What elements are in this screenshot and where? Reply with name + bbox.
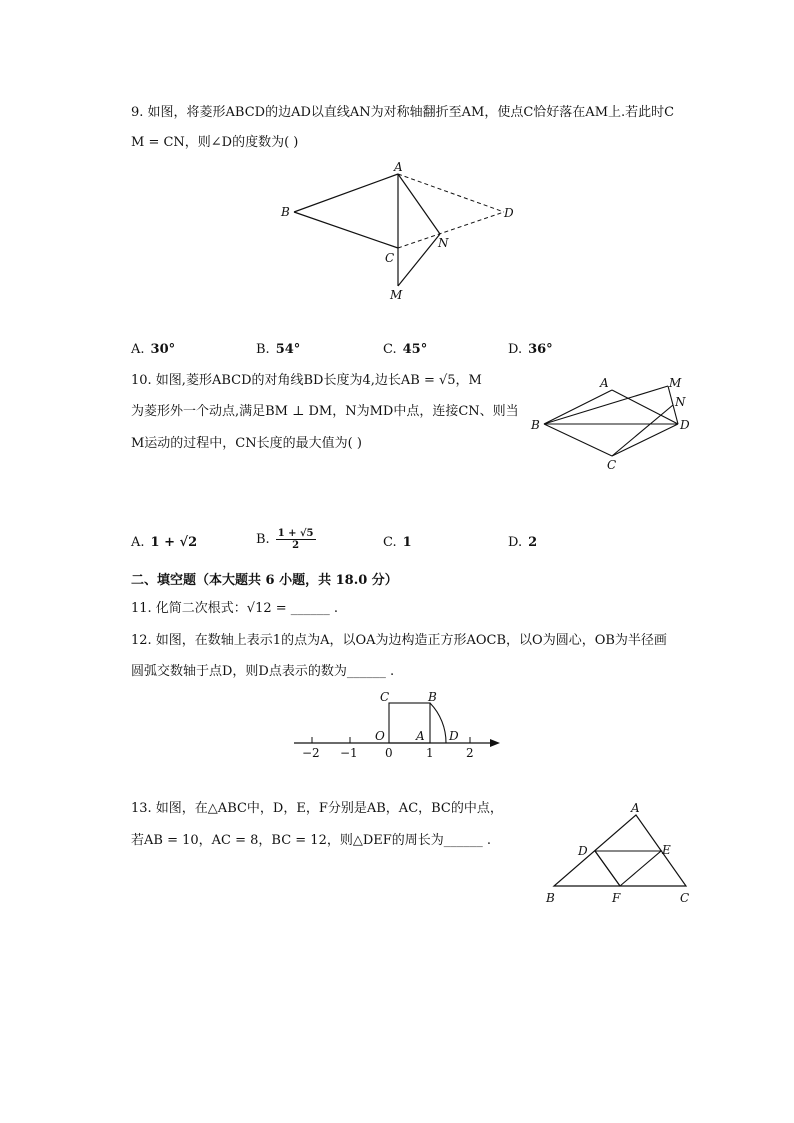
q12-tick-label: −1: [340, 746, 358, 760]
q10-label-c: C: [607, 458, 617, 472]
q9-option-c: C. 45°: [383, 342, 428, 357]
q10-option-b: B. $\frac{1 + √5}{2}$: [256, 528, 314, 551]
q9-edge-ad: [398, 174, 504, 212]
q13-edge-df: [595, 851, 620, 886]
q13-label-e: E: [662, 843, 671, 857]
q10-edge-ad: [612, 390, 678, 424]
section-heading-fill-in: 二、填空题（本大题共 6 小题，共 18.0 分）: [131, 573, 398, 588]
q12-number-line-figure: [290, 686, 505, 764]
q9-option-b: B. 54°: [256, 342, 301, 357]
q13-label-d: D: [578, 844, 588, 858]
q9-edge-cd: [398, 212, 504, 248]
q13-triangle-def: [595, 851, 661, 886]
q10-text-line3: M运动的过程中，CN长度的最大值为( ): [131, 436, 362, 451]
q12-label-a: A: [416, 729, 425, 743]
q10-text-line1: 10. 如图,菱形ABCD的对角线BD长度为4,边长AB = √5，M: [131, 373, 482, 388]
q9-label-b: B: [281, 205, 290, 219]
q9-label-a: A: [394, 160, 403, 174]
q11-text: 11. 化简二次根式：√12 = ______ .: [131, 601, 339, 616]
q12-axis-arrowhead: [490, 739, 500, 747]
q10-rhombus-figure: [526, 372, 696, 477]
q10-edge-ba: [544, 390, 612, 424]
q12-text-line1: 12. 如图，在数轴上表示1的点为A，以OA为边构造正方形AOCB，以O为圆心，OB为半径画: [131, 633, 667, 648]
q10-option-d: D. 2: [508, 535, 538, 550]
q13-label-a: A: [631, 801, 640, 815]
q9-label-n: N: [438, 236, 449, 250]
q10-option-c: C. 1: [383, 535, 412, 550]
q9-label-c: C: [385, 251, 395, 265]
q10-label-m: M: [669, 376, 682, 390]
q9-edge-ab: [294, 174, 398, 212]
q9-rhombus-figure: [270, 158, 530, 308]
q10-option-b-fraction: $\frac{1 + √5}{2}$: [277, 528, 314, 551]
q13-label-f: F: [612, 891, 621, 905]
q10-label-d: D: [680, 418, 690, 432]
q9-label-m: M: [390, 288, 403, 302]
q13-text-line1: 13. 如图，在△ABC中，D，E，F分别是AB，AC，BC的中点，: [131, 801, 503, 816]
q12-tick-label: 2: [466, 746, 474, 760]
q12-label-d: D: [449, 729, 459, 743]
q12-tick-label: −2: [302, 746, 320, 760]
q10-option-a: A. 1 + √2: [131, 535, 198, 550]
q9-text-line2: M = CN，则∠D的度数为( ): [131, 135, 299, 150]
q12-text-line2: 圆弧交数轴于点D，则D点表示的数为______ .: [131, 664, 395, 679]
q12-label-b: B: [428, 690, 437, 704]
q9-option-a: A. 30°: [131, 342, 176, 357]
q9-text-line1: 9. 如图，将菱形ABCD的边AD以直线AN为对称轴翻折至AM，使点C恰好落在AM上.若此时C: [131, 105, 675, 120]
q12-tick-label: 1: [426, 746, 434, 760]
q9-edge-bc: [294, 212, 398, 248]
q12-tick-label: 0: [385, 746, 393, 760]
q9-edge-an: [398, 174, 440, 234]
q12-label-c: C: [380, 690, 390, 704]
q13-label-b: B: [546, 891, 555, 905]
q10-edge-cb: [544, 424, 612, 456]
q10-edge-bm: [544, 386, 668, 424]
q10-label-n: N: [675, 395, 686, 409]
q10-label-a: A: [600, 376, 609, 390]
q13-triangle-figure: [540, 798, 700, 910]
q10-text-line2: 为菱形外一个动点,满足BM ⊥ DM，N为MD中点，连接CN、则当: [131, 404, 519, 419]
q12-label-o: O: [375, 729, 385, 743]
q9-edge-mn: [398, 234, 440, 286]
q13-label-c: C: [680, 891, 690, 905]
q13-text-line2: 若AB = 10，AC = 8，BC = 12，则△DEF的周长为______ .: [131, 833, 492, 848]
q12-arc-bd: [430, 703, 446, 743]
q10-label-b: B: [531, 418, 540, 432]
q9-label-d: D: [504, 206, 514, 220]
q9-option-d: D. 36°: [508, 342, 553, 357]
